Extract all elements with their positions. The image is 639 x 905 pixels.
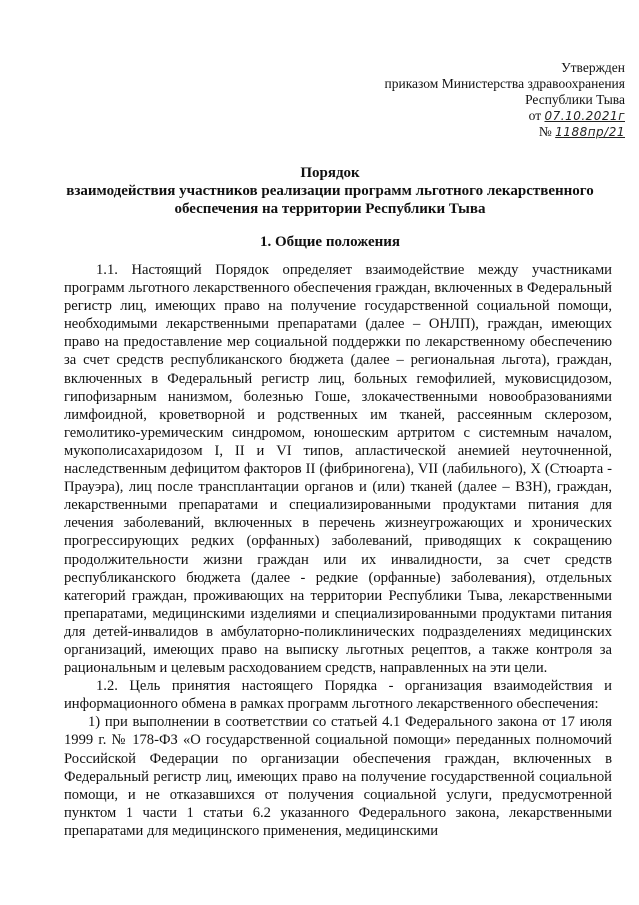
approval-order-line: приказом Министерства здравоохранения [384,76,625,91]
approval-block [345,60,625,140]
approval-date-line [345,108,625,124]
approval-label: Утвержден [561,60,625,75]
document-body [64,261,612,840]
approval-number-line [345,124,625,140]
paragraph-1-1: 1.1. Настоящий Порядок определяет взаимодействие между участниками программ льготного лекарственного обеспечения граждан, включенных в Федеральный регистр лиц, имеющих право на получение государственной социальной помощи, необходимыми лекарственными препаратами (далее – ОНЛП), граждан, имеющих право на предоставление мер социальной поддержки по лекарственному обеспечению за счет средств республиканского бюджета (далее – региональная льгота), граждан, включенных в Федеральный регистр лиц, больных гемофилией, муковисцидозом, гипофизарным нанизмом, болезнью Гоше, злокачественными новообразованиями лимфоидной, кроветворной и родственных им тканей, рассеянным склерозом, гемолитико-уремическим синдромом, юношеским артритом с системным началом, мукополисахаридозом I, II и VI типов, апластической анемией неуточненной, наследственным дефицитом факторов II (фибриногена), VII (лабильного), X (Стюарта - Прауэра), лиц после трансплантации органов и (или) тканей (далее – ВЗН), граждан, лекарственными препаратами и специализированными продуктами питания для лечения заболеваний, включенных в перечень жизнеугрожающих и хронических прогрессирующих редких (орфанных) заболеваний, приводящих к сокращению продолжительности жизни граждан или их инвалидности, за счет средств республиканского бюджета (далее - редкие (орфанные) заболевания), отдельных категорий граждан, проживающих на территории Республики Тыва, лекарственными препаратами, медицинскими изделиями и специализированными продуктами питания для детей-инвалидов в амбулаторно-поликлинических подразделениях медицинских организаций, имеющих право на выписку льготных рецептов, а также контроля за рациональным и целевым расходованием средств, направленных на эти цели. [64,262,612,677]
approval-date-handwritten: 07.10.2021г [544,109,625,123]
paragraph-1-2: 1.2. Цель принятия настоящего Порядка - организация взаимодействия и информационного обмена в рамках программ льготного лекарственного обеспечения: [64,678,612,713]
document-subtitle-line-2: обеспечения на территории Республики Тыва [174,201,486,217]
document-title: Порядок [300,165,360,181]
approval-number-handwritten: 1188пр/21 [555,125,625,139]
approval-date-prefix: от [528,108,542,123]
paragraph-1-2-item-1: 1) при выполнении в соответствии со статьей 4.1 Федерального закона от 17 июля 1999 г. № 178-ФЗ «О государственной социальной помощи» переданных полномочий Российской Федерации по организации обеспечения граждан, включенных в Федеральный регистр лиц, имеющих право на получение государственной социальной помощи, и не отказавшихся от получения социальной услуги, предусмотренной пунктом 1 части 1 статьи 6.2 указанного Федерального закона, лекарственными препаратами для медицинского применения, медицинскими [64,714,612,839]
document-subtitle-line-1: взаимодействия участников реализации программ льготного лекарственного [66,183,594,199]
approval-number-prefix: № [538,124,552,139]
document-title-block [40,164,620,218]
section-heading-general: 1. Общие положения [259,234,401,250]
approval-republic: Республики Тыва [525,92,625,107]
